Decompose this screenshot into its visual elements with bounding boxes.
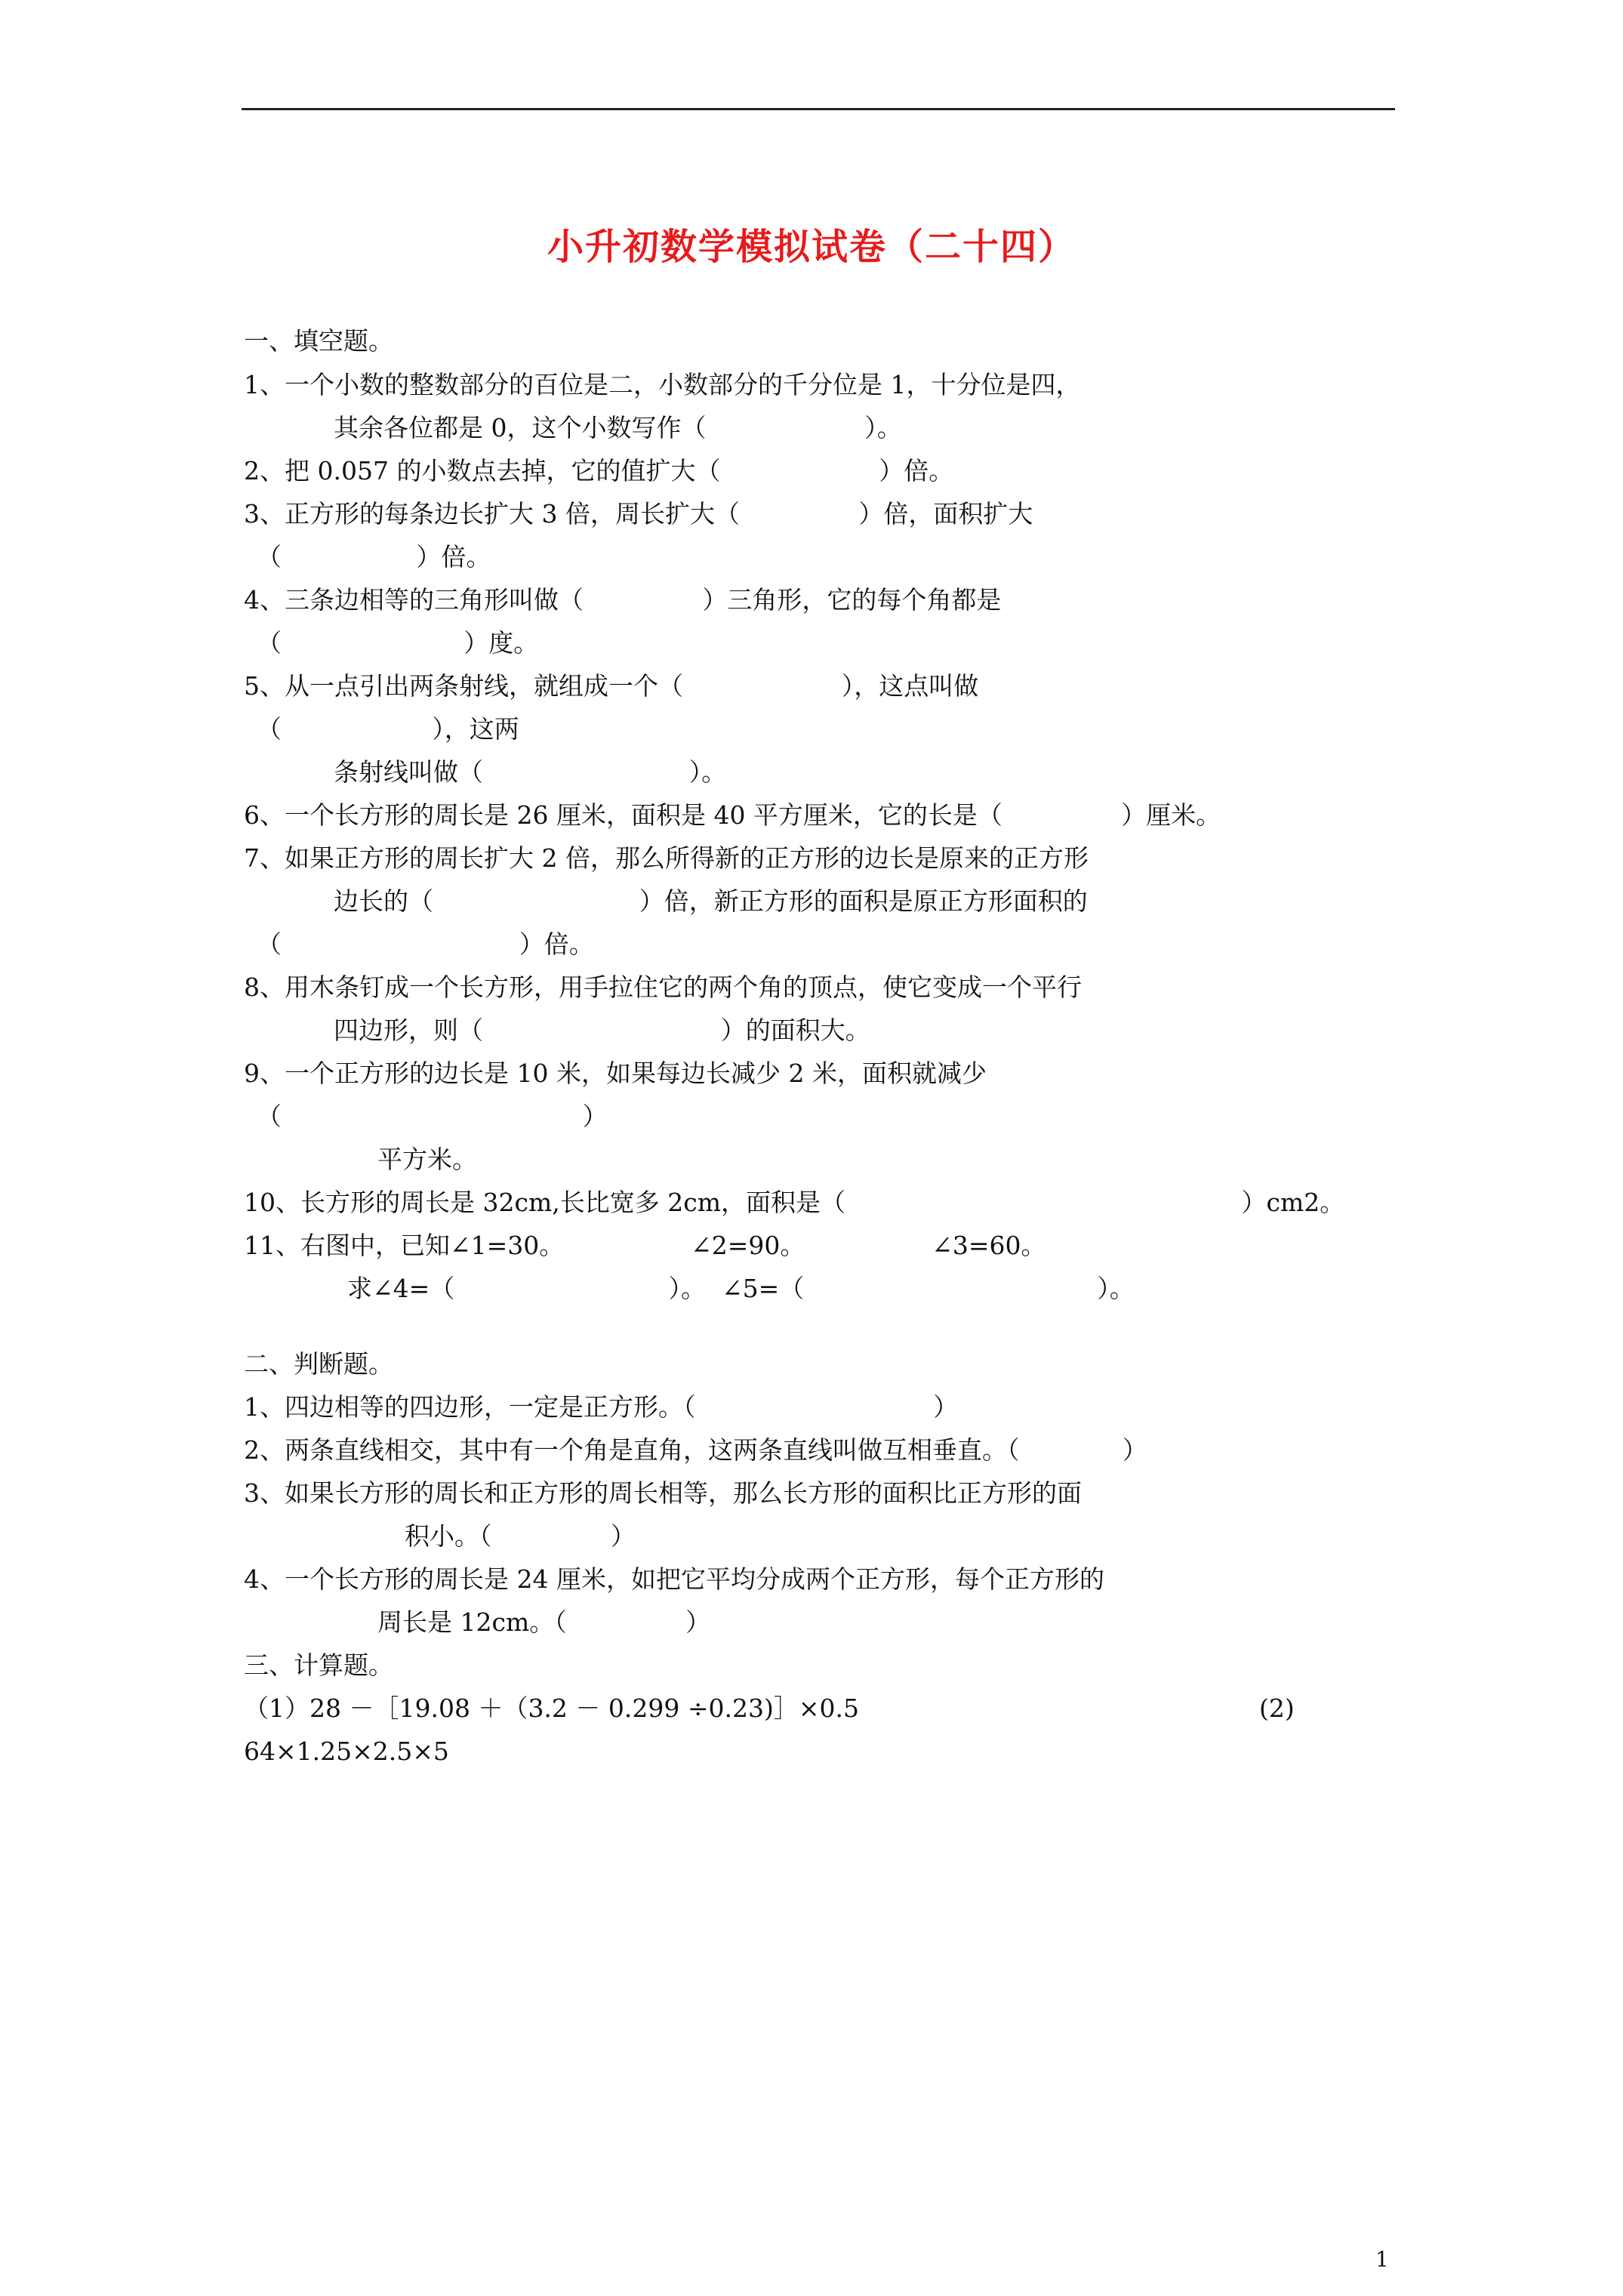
question-line: 3、如果长方形的周长和正方形的周长相等，那么长方形的面积比正方形的面 — [244, 1478, 1082, 1508]
question-line: （ ），这两 — [257, 714, 519, 744]
question-line: 积小。（ ） — [405, 1521, 636, 1551]
question-line: 边长的（ ）倍，新正方形的面积是原正方形面积的 — [334, 886, 1088, 916]
question-line: 2、把 0.057 的小数点去掉，它的值扩大（ ）倍。 — [244, 456, 954, 485]
question-line: 8、用木条钉成一个长方形，用手拉住它的两个角的顶点，使它变成一个平行 — [244, 972, 1082, 1002]
question-line: 11、右图中，已知∠1=30。 ∠2=90。 ∠3=60。 — [244, 1231, 1046, 1260]
calculation-problem-2-label: (2) — [1259, 1693, 1295, 1723]
question-line: 周长是 12cm。（ ） — [377, 1607, 711, 1637]
question-line: 四边形，则（ ）的面积大。 — [334, 1015, 870, 1045]
question-line: 3、正方形的每条边长扩大 3 倍，周长扩大（ ）倍，面积扩大 — [244, 499, 1033, 529]
calculation-problem-1: （1）28 －［19.08 ＋（3.2 － 0.299 ÷0.23)］×0.5 — [244, 1693, 859, 1723]
header-rule — [242, 108, 1395, 110]
question-line: （ ） — [257, 1102, 608, 1131]
question-line: 其余各位都是 0，这个小数写作（ ）。 — [334, 413, 902, 442]
calculation-problem-2: 64×1.25×2.5×5 — [244, 1737, 449, 1766]
question-line: 求∠4=（ ）。 ∠5=（ ）。 — [347, 1274, 1135, 1303]
question-line: （ ）度。 — [257, 628, 539, 658]
section-judgment-heading: 二、判断题。 — [244, 1349, 393, 1379]
question-line: 4、三条边相等的三角形叫做（ ）三角形，它的每个角都是 — [244, 585, 1002, 615]
exam-title: 小升初数学模拟试卷（二十四） — [547, 226, 1076, 268]
question-line: 6、一个长方形的周长是 26 厘米，面积是 40 平方厘米，它的长是（ ）厘米。 — [244, 800, 1221, 830]
question-line: 9、一个正方形的边长是 10 米，如果每边长减少 2 米，面积就减少 — [244, 1059, 987, 1088]
question-line: 2、两条直线相交，其中有一个角是直角，这两条直线叫做互相垂直。（ ） — [244, 1435, 1147, 1465]
question-line: 4、一个长方形的周长是 24 厘米，如把它平均分成两个正方形，每个正方形的 — [244, 1564, 1104, 1594]
section-fill-in-heading: 一、填空题。 — [244, 326, 393, 356]
question-line: 7、如果正方形的周长扩大 2 倍，那么所得新的正方形的边长是原来的正方形 — [244, 843, 1089, 873]
question-line: 5、从一点引出两条射线，就组成一个（ ），这点叫做 — [244, 671, 979, 701]
page-number: 1 — [1375, 2247, 1389, 2272]
section-calculation-heading: 三、计算题。 — [244, 1650, 393, 1680]
question-line: （ ）倍。 — [257, 542, 491, 572]
question-line: （ ）倍。 — [257, 929, 594, 959]
question-line: 1、四边相等的四边形，一定是正方形。（ ） — [244, 1392, 959, 1422]
question-line: 平方米。 — [377, 1145, 477, 1174]
question-line: 10、长方形的周长是 32cm,长比宽多 2cm，面积是（ ）cm2。 — [244, 1188, 1345, 1217]
question-line: 1、一个小数的整数部分的百位是二，小数部分的千分位是 1，十分位是四， — [244, 370, 1081, 399]
question-line: 条射线叫做（ ）。 — [334, 757, 727, 787]
